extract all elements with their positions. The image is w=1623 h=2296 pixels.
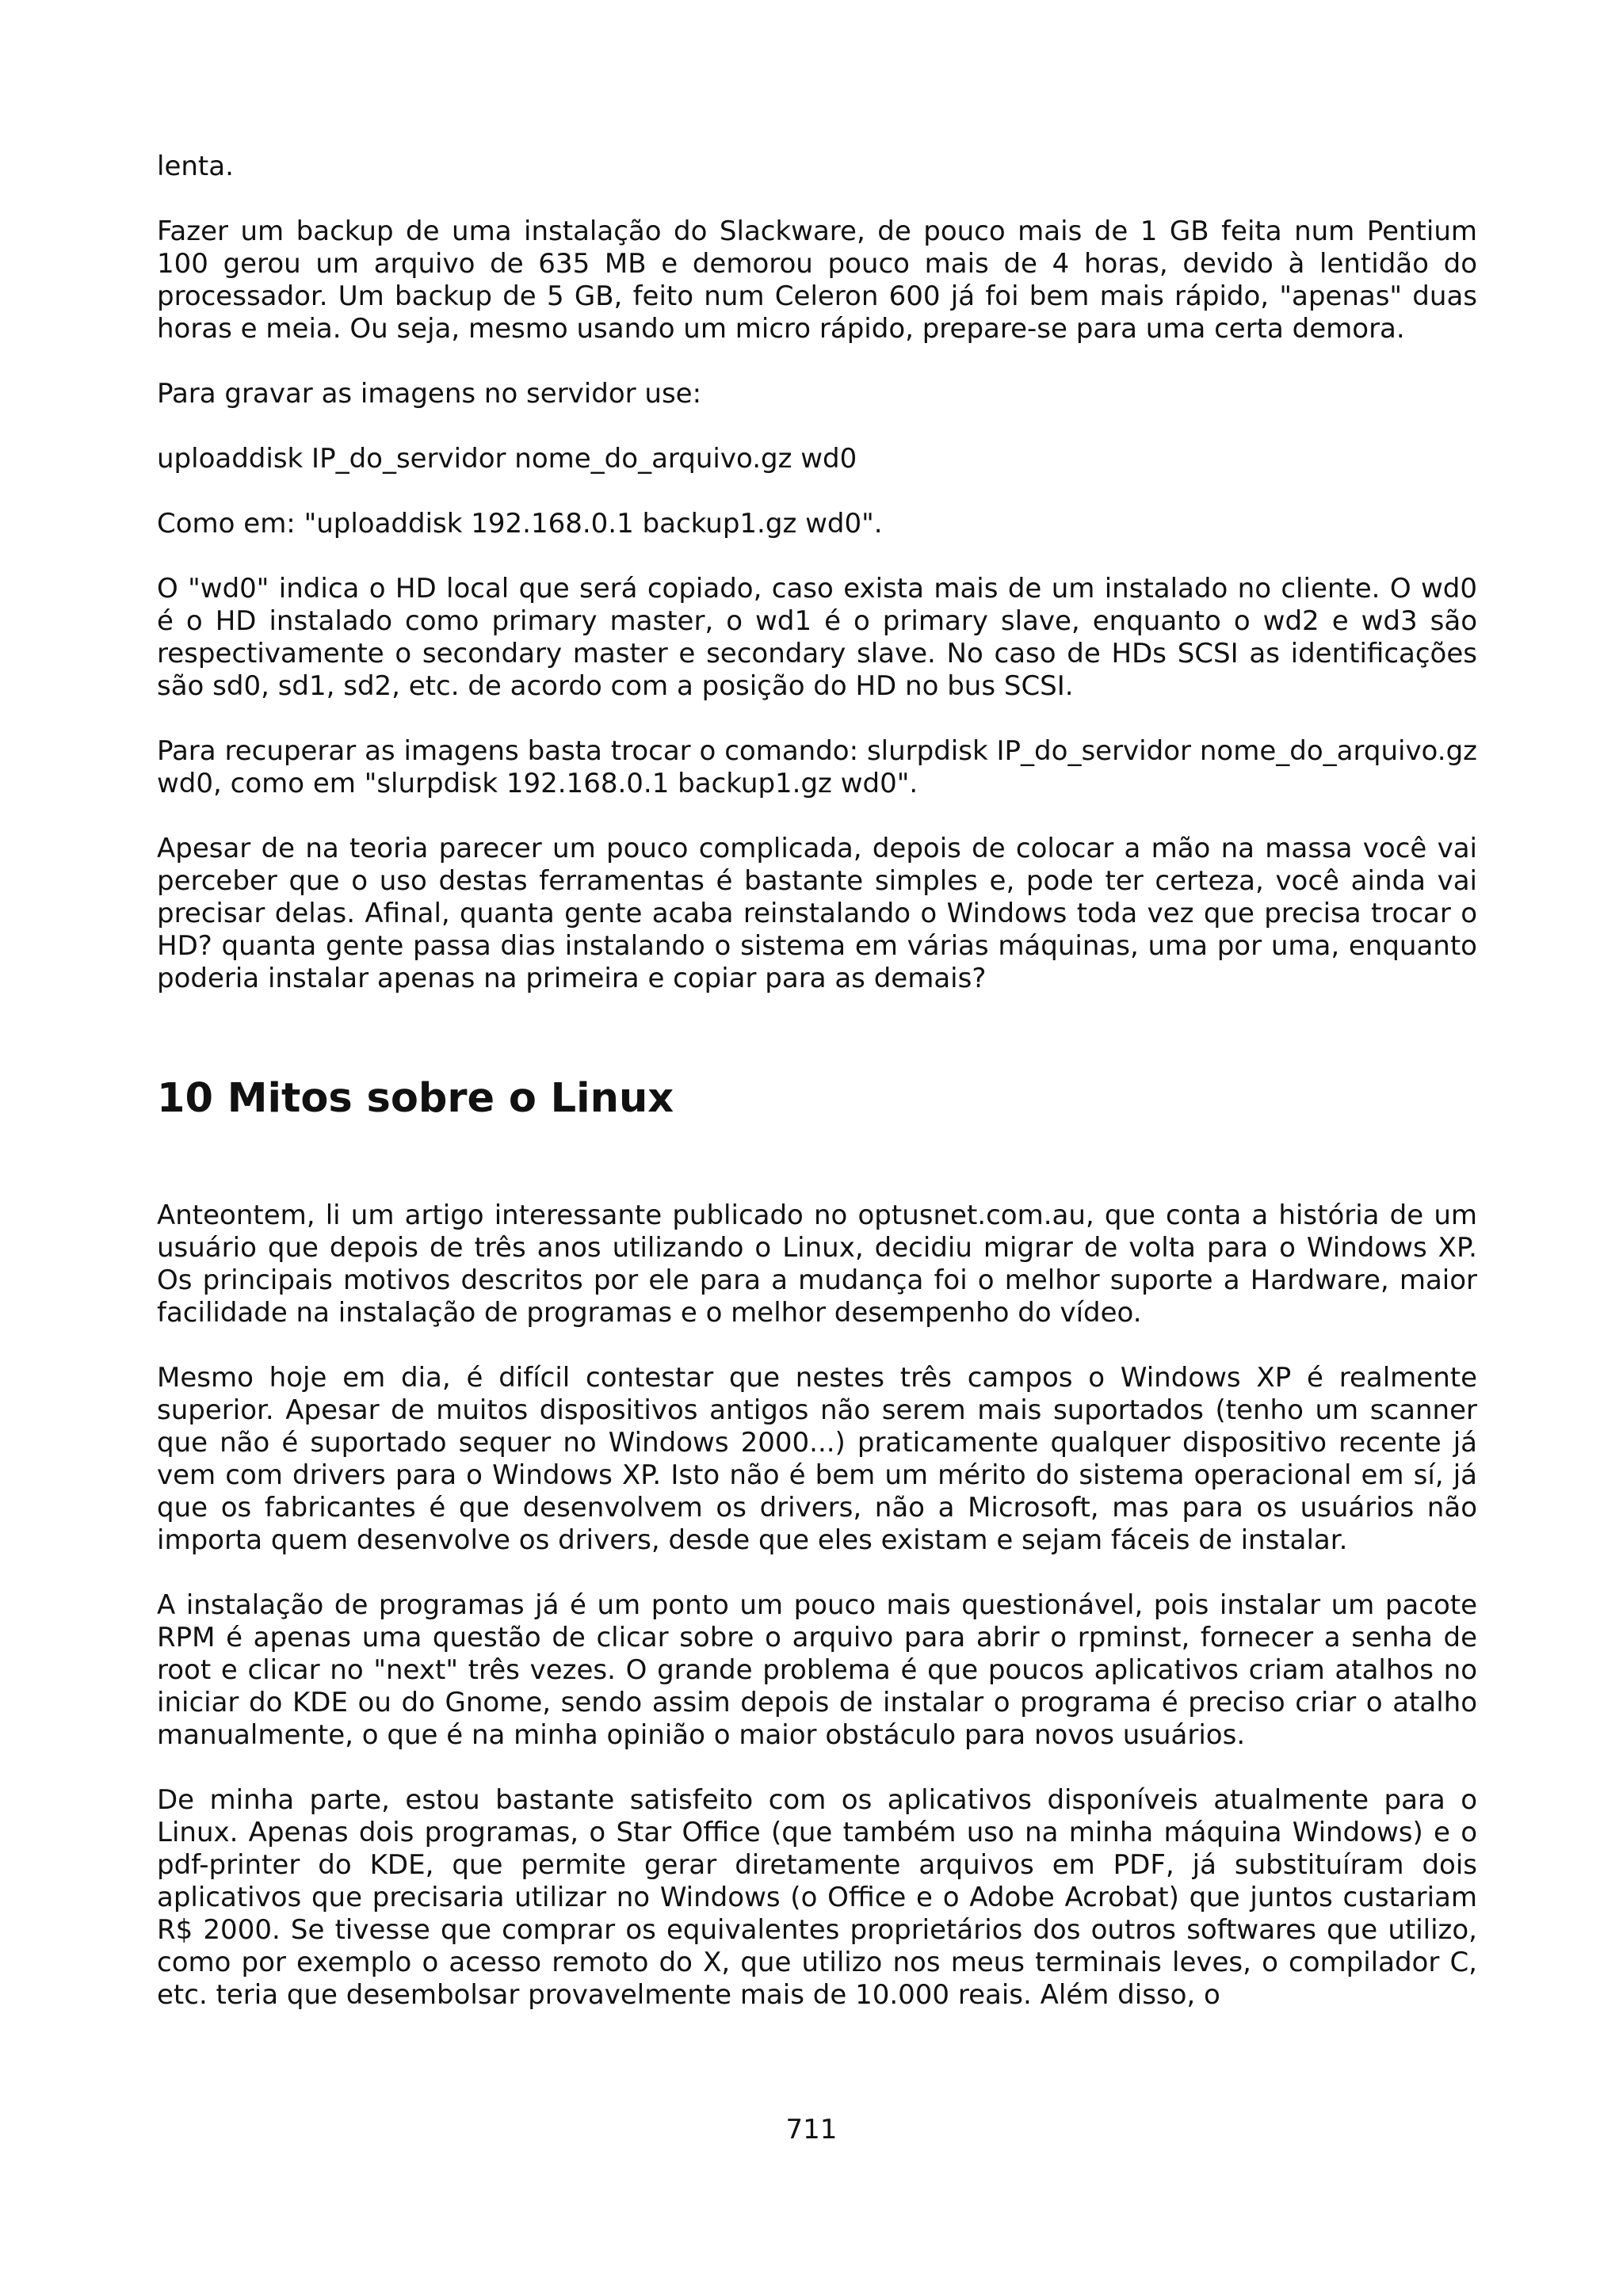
- paragraph-uploaddisk-syntax: uploaddisk IP_do_servidor nome_do_arquivo.gz wd0: [157, 443, 857, 475]
- paragraph-wd0-explanation: O "wd0" indica o HD local que será copiado, caso exista mais de um instalado no cliente. O wd0 é o HD instalado como primary master, o wd1 é o primary slave, enquanto o wd2 e wd3 são respectivamente o secondary master e secondary slave. No caso de HDs SCSI as identificações são sd0, sd1, sd2, etc. de acordo com a posição do HD no bus SCSI.: [157, 573, 1477, 702]
- section-heading: 10 Mitos sobre o Linux: [157, 1075, 674, 1122]
- paragraph-instalacao-programas: A instalação de programas já é um ponto um pouco mais questionável, pois instalar um pacote RPM é apenas uma questão de clicar sobre o arquivo para abrir o rpminst, fornecer a senha de root e clicar no "next" três vezes. O grande problema é que poucos aplicativos criam atalhos no iniciar do KDE ou do Gnome, sendo assim depois de instalar o programa é preciso criar o atalho manualmente, o que é na minha opinião o maior obstáculo para novos usuários.: [157, 1589, 1477, 1751]
- paragraph-recuperar-imagens: Para recuperar as imagens basta trocar o comando: slurpdisk IP_do_servidor nome_do_arquivo.gz wd0, como em "slurpdisk 192.168.0.1 backup1.gz wd0".: [157, 735, 1477, 799]
- paragraph-anteontem: Anteontem, li um artigo interessante publicado no optusnet.com.au, que conta a história de um usuário que depois de três anos utilizando o Linux, decidiu migrar de volta para o Windows XP. Os principais motivos descritos por ele para a mudança foi o melhor suporte a Hardware, maior facilidade na instalação de programas e o melhor desempenho do vídeo.: [157, 1199, 1477, 1329]
- paragraph-minha-parte: De minha parte, estou bastante satisfeito com os aplicativos disponíveis atualmente para o Linux. Apenas dois programas, o Star Office (que também uso na minha máquina Windows) e o pdf-printer do KDE, que permite gerar diretamente arquivos em PDF, já substituíram dois aplicativos que precisaria utilizar no Windows (o Office e o Adobe Acrobat) que juntos custariam R$ 2000. Se tivesse que comprar os equivalentes proprietários dos outros softwares que utilizo, como por exemplo o acesso remoto do X, que utilizo nos meus terminais leves, o compilador C, etc. teria que desembolsar provavelmente mais de 10.000 reais. Além disso, o: [157, 1784, 1477, 2011]
- paragraph-apesar-teoria: Apesar de na teoria parecer um pouco complicada, depois de colocar a mão na massa você vai perceber que o uso destas ferramentas é bastante simples e, pode ter certeza, você ainda vai precisar delas. Afinal, quanta gente acaba reinstalando o Windows toda vez que precisa trocar o HD? quanta gente passa dias instalando o sistema em várias máquinas, uma por uma, enquanto poderia instalar apenas na primeira e copiar para as demais?: [157, 833, 1477, 994]
- page-body: [157, 151, 1477, 2044]
- paragraph-uploaddisk-example: Como em: "uploaddisk 192.168.0.1 backup1.gz wd0".: [157, 508, 883, 540]
- page-number: 711: [785, 2114, 838, 2145]
- paragraph-gravar-imagens: Para gravar as imagens no servidor use:: [157, 378, 702, 410]
- paragraph-backup-slackware: Fazer um backup de uma instalação do Slackware, de pouco mais de 1 GB feita num Pentium 100 gerou um arquivo de 635 MB e demorou pouco mais de 4 horas, devido à lentidão do processador. Um backup de 5 GB, feito num Celeron 600 já foi bem mais rápido, "apenas" duas horas e meia. Ou seja, mesmo usando um micro rápido, prepare-se para uma certa demora.: [157, 215, 1477, 345]
- paragraph-mesmo-hoje: Mesmo hoje em dia, é difícil contestar que nestes três campos o Windows XP é realmente superior. Apesar de muitos dispositivos antigos não serem mais suportados (tenho um scanner que não é suportado sequer no Windows 2000...) praticamente qualquer dispositivo recente já vem com drivers para o Windows XP. Isto não é bem um mérito do sistema operacional em sí, já que os fabricantes é que desenvolvem os drivers, não a Microsoft, mas para os usuários não importa quem desenvolve os drivers, desde que eles existam e sejam fáceis de instalar.: [157, 1362, 1477, 1556]
- section-spacer: [157, 1028, 1477, 1075]
- paragraph-lenta: lenta.: [157, 151, 234, 182]
